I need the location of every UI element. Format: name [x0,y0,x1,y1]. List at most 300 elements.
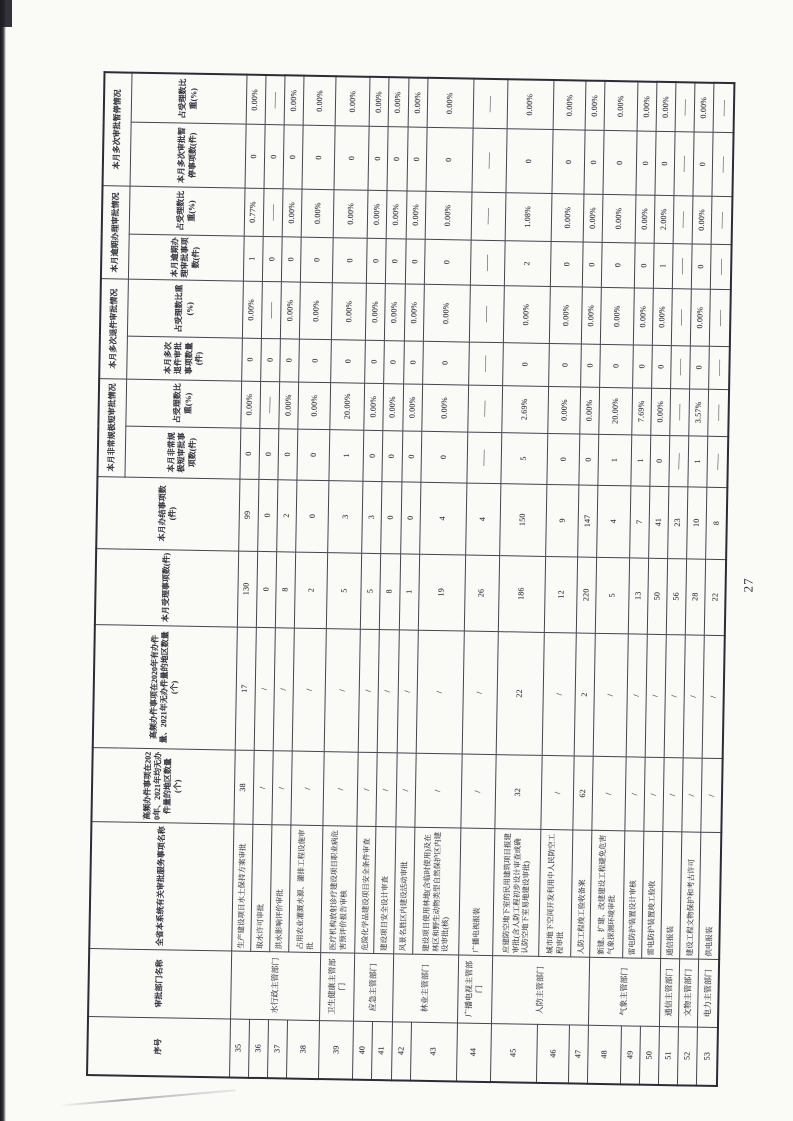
cell-overdue-pct: —— [712,196,733,244]
cell-completed-count: 99 [238,479,258,551]
cell-multi-return-pct: 0.00% [423,285,470,343]
cell-ultrashort-pct: 0.00% [402,383,422,431]
cell-serial-number: 48 [588,1025,621,1084]
cell-overdue-count: 0 [550,241,583,287]
cell-accepted-count: 5 [327,552,362,629]
cell-department: 气象主管部门 [589,957,661,1026]
cell-multi-return-count: 0 [600,344,633,387]
cell-completed-count: 23 [668,486,688,558]
cell-regions-none-both-years: / [701,758,722,832]
cell-completed-count: 10 [687,487,707,559]
cell-ultrashort-pct: 20.00% [599,387,632,435]
cell-completed-count: 4 [597,485,630,557]
cell-pause-pct: 0.00% [369,77,389,127]
cell-regions-none-2021: / [397,630,418,754]
cell-overdue-count: 0 [583,242,603,288]
cell-department: 应急主管部门 [354,953,394,1022]
cell-accepted-count: 186 [498,555,545,632]
header-row-groups [87,72,132,1075]
cell-ultrashort-count: 5 [501,433,548,484]
cell-multi-return-count: —— [671,346,691,389]
cell-serial-number: 41 [372,1021,392,1080]
cell-regions-none-2021: 17 [235,627,256,751]
cell-item-name: 应建防空地下室的民用建筑项目报建审批(含人防工程初步设计审查或确认防空地下室易地建设审批) [493,829,541,956]
header-tracking-group: 本月多次退件审批情况 [99,279,128,379]
cell-multi-return-pct: 0.00% [601,288,634,345]
cell-overdue-count: 0 [424,239,471,285]
cell-serial-number: 35 [229,1019,249,1078]
cell-multi-return-count: 0 [503,343,550,386]
cell-overdue-count: —— [470,240,505,286]
cell-ultrashort-pct: 20.00% [330,382,365,430]
cell-regions-none-2021: / [683,635,704,759]
cell-regions-none-both-years: / [592,757,625,832]
header-tracking-pct: 占受理数比重(%) [127,279,243,338]
cell-item-name: 取水许可审批 [250,825,271,952]
cell-serial-number: 40 [353,1021,373,1080]
cell-overdue-pct: —— [673,196,693,244]
cell-multi-return-count: 0 [280,339,300,382]
cell-serial-number: 38 [287,1020,320,1079]
cell-pause-count: 0 [655,132,675,196]
cell-item-name: 占用农业灌溉水源、灌排工程设施审批 [289,825,323,952]
cell-multi-return-pct: 0.00% [404,284,424,341]
cell-ultrashort-pct: —— [670,388,690,436]
cell-regions-none-both-years: / [272,751,292,825]
cell-overdue-count: 0 [405,239,425,285]
cell-multi-return-pct: 0.00% [549,287,582,344]
cell-completed-count: 147 [578,485,598,557]
cell-serial-number: 45 [490,1023,537,1083]
cell-item-name: 建设项目安全设计审查 [374,827,395,954]
cell-regions-none-2021: / [324,628,360,752]
cell-ultrashort-count: —— [669,436,689,487]
cell-regions-none-2021: 22 [496,631,544,755]
cell-pause-pct: —— [713,83,734,133]
cell-multi-return-pct: —— [671,289,691,346]
cell-accepted-count: 22 [705,559,726,635]
cell-ultrashort-pct: 0.00% [298,382,331,430]
cell-pause-pct: 0.00% [605,81,638,131]
cell-pause-count: 0 [693,132,713,196]
cell-overdue-pct: 2.00% [654,195,674,243]
cell-pause-count: 0 [334,126,369,190]
cell-pause-count: 0 [603,131,636,195]
cell-overdue-pct: —— [471,192,506,240]
cell-department: 水行政主管部门 [230,951,321,1020]
cell-overdue-pct: —— [263,189,283,237]
cell-multi-return-count: 0 [632,345,652,388]
cell-ultrashort-count: 0 [239,428,259,479]
cell-item-name: 供电报装 [699,832,721,959]
cell-accepted-count: 56 [666,558,687,634]
cell-overdue-count: 0 [281,236,301,282]
cell-completed-count: 3 [328,480,363,553]
cell-ultrashort-count: 1 [631,435,651,486]
header-tracking-group: 本月非常规极短审批情况 [97,378,126,477]
cell-regions-none-2021: / [378,629,399,753]
cell-pause-pct: 0.00% [335,76,370,126]
cell-ultrashort-pct: 0.00% [383,383,403,431]
cell-item-name: 雷电防护装置竣工验收 [641,831,662,958]
cell-multi-return-pct: 0.00% [299,282,332,339]
header-accepted-count: 本月受理事项数(件) [95,548,238,626]
cell-pause-count: 0 [302,125,335,189]
cell-ultrashort-pct: —— [708,389,729,437]
cell-accepted-count: 26 [464,555,499,632]
cell-regions-none-2021: / [462,631,498,755]
cell-pause-pct: 0.00% [656,82,676,132]
cell-ultrashort-count: —— [467,432,502,483]
cell-multi-return-count: —— [469,342,504,385]
cell-multi-return-pct: 0.00% [385,284,405,341]
cell-ultrashort-pct: 0.00% [279,381,299,429]
cell-ultrashort-pct: 0.00% [580,387,600,435]
cell-multi-return-count: 0 [690,346,710,389]
cell-overdue-pct: 0.77% [244,188,264,236]
cell-accepted-count: 19 [418,554,465,631]
cell-overdue-count: 0 [367,238,387,284]
cell-serial-number: 39 [319,1020,354,1079]
cell-multi-return-count: 0 [260,338,280,381]
header-regions-none-both-years: 高频办件事项在2020年、2021年均无办件量的地区数量(个) [91,748,234,824]
cell-multi-return-pct: 0.00% [633,288,653,345]
cell-overdue-count: 0 [602,242,635,288]
cell-overdue-count: 0 [634,243,654,289]
cell-overdue-pct: 0.00% [301,189,334,237]
cell-accepted-count: 50 [647,558,668,634]
cell-ultrashort-count: 0 [650,435,670,486]
cell-multi-return-pct: 0.00% [652,289,672,346]
cell-regions-none-2021: / [254,627,275,751]
cell-item-name: 雷电防护装置设计审核 [622,831,643,958]
cell-item-name: 建设项目使用林地(含临时使用)及在林区和野生动物类型自然保护区内建设审批(核) [413,827,461,954]
cell-pause-count: 0 [368,127,388,191]
cell-pause-count: 0 [387,127,407,191]
cell-completed-count: 3 [362,481,382,553]
cell-accepted-count: 2 [294,552,328,629]
cell-ultrashort-count: 0 [259,429,279,480]
cell-accepted-count: 12 [544,556,578,633]
cell-completed-count: 4 [420,482,467,555]
cell-completed-count: 9 [546,484,579,556]
cell-regions-none-both-years: / [323,752,358,827]
cell-serial-number: 43 [410,1022,457,1082]
cell-multi-return-count: 0 [651,345,671,388]
cell-ultrashort-pct: 3.57% [689,388,709,436]
cell-accepted-count: 28 [686,559,707,635]
cell-pause-pct: 0.00% [246,75,266,125]
cell-multi-return-count: 0 [365,340,385,383]
cell-pause-count: 0 [584,130,604,194]
cell-department: 电力主管部门 [698,959,719,1027]
cell-completed-count: 8 [706,487,727,559]
cell-multi-return-pct: 0.00% [242,281,262,338]
cell-pause-count: —— [712,133,733,197]
cell-regions-none-2021: / [358,629,379,753]
cell-item-name: 风景名胜区内建设活动审批 [393,827,414,954]
cell-overdue-pct: 0.00% [387,191,407,239]
cell-overdue-pct: 0.00% [551,194,584,242]
cell-multi-return-count: 0 [403,341,423,384]
cell-completed-count: 0 [257,479,277,551]
cell-regions-none-2021: / [273,627,294,751]
cell-multi-return-pct: —— [469,285,504,342]
cell-completed-count: 7 [629,486,649,558]
cell-overdue-pct: 0.00% [406,191,426,239]
cell-multi-return-count: —— [709,346,730,389]
cell-pause-count: 0 [407,127,427,191]
cell-accepted-count: 1 [399,554,420,630]
cell-serial-number: 36 [248,1019,268,1078]
cell-multi-return-count: 0 [299,339,332,382]
cell-overdue-pct: 0.00% [282,189,302,237]
cell-overdue-pct: 0.00% [333,190,368,238]
cell-overdue-count: 0 [386,238,406,284]
header-tracking-group: 本月逾期办理审批情况 [101,186,130,280]
cell-department: 卫生健康主管部门 [320,952,355,1020]
cell-serial-number: 44 [456,1023,491,1082]
approval-stats-table [86,71,735,1087]
cell-pause-count: 0 [636,131,656,195]
cell-item-name: 洪水影响评价审批 [270,825,291,952]
cell-multi-return-count: 0 [331,340,366,383]
cell-ultrashort-count: 0 [297,429,330,480]
header-item-name: 全省本系统有关审批服务事项名称 [89,822,233,951]
cell-ultrashort-count: 0 [547,434,580,485]
cell-serial-number: 51 [658,1026,678,1085]
cell-accepted-count: 8 [275,551,296,627]
cell-multi-return-pct: 0.00% [366,284,386,341]
cell-ultrashort-pct: 0.00% [364,383,384,431]
cell-multi-return-pct: 0.00% [332,283,367,340]
cell-serial-number: 53 [697,1027,718,1086]
header-regions-none-2021: 高频办件事项在2020年有办件量、2021年无办件量的地区数量(个) [93,624,237,750]
cell-regions-none-both-years: / [253,751,273,825]
cell-accepted-count: 130 [237,551,258,627]
header-tracking-count: 本月逾期办理审批事项数(件) [128,234,244,282]
cell-pause-pct: 0.00% [427,78,474,129]
cell-ultrashort-pct: 2.69% [502,385,549,433]
cell-serial-number: 46 [537,1024,570,1083]
cell-regions-none-both-years: / [291,751,324,826]
cell-accepted-count: 0 [256,551,277,627]
scan-fold-artifact [58,1089,235,1107]
cell-regions-none-both-years: / [396,753,416,827]
cell-pause-pct: —— [473,79,508,129]
cell-multi-return-pct: 0.00% [582,287,602,344]
cell-regions-none-2021: / [416,630,464,754]
cell-serial-number: 47 [569,1025,589,1084]
cell-overdue-count: 0 [262,236,282,282]
cell-accepted-count: 220 [577,557,598,633]
cell-accepted-count: 13 [628,558,649,634]
cell-pause-pct: 0.00% [389,77,409,127]
cell-pause-count: —— [674,132,694,196]
cell-ultrashort-count: —— [707,436,728,487]
cell-multi-return-count: 0 [241,338,261,381]
cell-overdue-pct: 1.08% [505,193,552,241]
header-department: 审批部门名称 [88,948,231,1018]
cell-item-name: 危险化学品建设项目安全条件审查 [355,826,376,953]
cell-pause-pct: 0.00% [408,77,428,127]
cell-ultrashort-count: 0 [382,431,402,482]
cell-ultrashort-pct: 0.00% [240,381,260,429]
header-tracking-count: 本月非常规极短审批事项数(件) [124,426,240,479]
cell-accepted-count: 5 [361,553,382,629]
cell-department: 文物主管部门 [679,959,699,1027]
cell-pause-count: 0 [245,124,265,188]
cell-department: 林业主管部门 [392,954,458,1023]
cell-overdue-pct: 0.00% [367,190,387,238]
header-completed-count: 本月办结事项数(件) [96,476,239,550]
cell-overdue-pct: 0.00% [583,194,603,242]
cell-pause-count: —— [472,128,507,192]
cell-department: 通信主管部门 [659,958,679,1026]
cell-regions-none-both-years: / [625,757,645,831]
cell-completed-count: 4 [466,483,501,556]
cell-regions-none-2021: / [292,628,326,752]
cell-item-name: 新建、扩建、改建建设工程避免危害气象探测环境审批 [590,831,624,958]
cell-item-name: 广播电视报装 [459,828,495,955]
cell-multi-return-pct: 0.00% [691,289,711,346]
cell-ultrashort-pct: 0.00% [422,384,469,432]
cell-pause-pct: 0.00% [694,82,714,132]
cell-serial-number: 49 [620,1026,640,1085]
cell-regions-none-2021: / [626,634,647,758]
cell-ultrashort-count: 0 [579,434,599,485]
cell-pause-pct: 0.00% [303,76,336,126]
cell-multi-return-pct: 0.00% [280,282,300,339]
cell-overdue-pct: 0.00% [635,195,655,243]
cell-ultrashort-count: 0 [421,431,468,482]
cell-completed-count: 41 [648,486,668,558]
scan-corner-artifact [0,0,12,27]
cell-ultrashort-pct: —— [468,385,503,433]
cell-regions-none-both-years: 38 [233,750,253,824]
cell-multi-return-count: 0 [549,343,582,386]
cell-ultrashort-pct: 0.00% [651,388,671,436]
cell-overdue-count: 1 [653,243,673,289]
cell-overdue-pct: 0.00% [603,194,636,242]
cell-item-name: 医疗机构放射诊疗建设项目职业病危害预评价报告审核 [321,826,357,953]
cell-regions-none-both-years: 32 [495,755,542,830]
cell-pause-count: 0 [552,130,585,194]
cell-accepted-count: 8 [380,553,401,629]
cell-multi-return-pct: —— [710,290,731,347]
cell-department: 人防主管部门 [491,955,590,1025]
cell-regions-none-2021: / [645,634,666,758]
cell-ultrashort-count: 0 [278,429,298,480]
header-tracking-count: 本月多次退件审批事项数量(件) [126,336,242,381]
cell-ultrashort-count: 1 [329,430,364,481]
cell-overdue-pct: 0.00% [425,191,472,239]
cell-ultrashort-count: 1 [688,436,708,487]
cell-multi-return-pct: 0.00% [503,286,550,344]
scan-edge-shadow [0,0,6,1121]
rotated-table-container [86,71,765,1087]
cell-regions-none-both-years: / [415,753,462,828]
cell-overdue-count: 2 [504,240,551,286]
cell-pause-count: 0 [283,125,303,189]
cell-ultrashort-pct: 7.69% [631,387,651,435]
header-tracking-count: 本月多次审批暂停事项数(件) [130,122,246,188]
cell-regions-none-both-years: / [663,758,683,832]
header-tracking-pct: 占受理数比重(%) [129,186,245,236]
cell-item-name: 城市地下空间开发利用中人民防空工程审批 [539,830,573,957]
cell-pause-count: 0 [426,128,473,193]
cell-completed-count: 0 [296,480,329,552]
cell-regions-none-both-years: / [461,754,496,829]
cell-completed-count: 150 [500,483,547,556]
cell-overdue-count: 1 [243,236,263,282]
cell-multi-return-count: 0 [422,341,469,384]
cell-serial-number: 42 [391,1022,411,1081]
header-serial: 序号 [87,1016,230,1077]
cell-overdue-count: 0 [300,237,333,283]
cell-overdue-count: —— [711,244,732,290]
cell-regions-none-both-years: / [682,758,702,832]
header-tracking-pct: 占受理数比重(%) [125,379,241,429]
cell-multi-return-count: 0 [384,341,404,384]
cell-ultrashort-count: 1 [598,434,631,485]
cell-overdue-count: —— [672,243,692,289]
cell-regions-none-2021: / [542,632,576,756]
cell-item-name: 生产建设项目水土保持方案审批 [231,824,252,951]
cell-pause-pct: 0.00% [553,80,586,130]
cell-ultrashort-count: 0 [402,431,422,482]
cell-regions-none-both-years: / [541,756,574,831]
cell-pause-count: 0 [506,129,553,194]
header-tracking-group: 本月多次审批暂停情况 [103,72,132,186]
cell-item-name: 建设工程文物保护和考古许可 [680,832,701,959]
cell-regions-none-both-years: / [376,753,396,827]
cell-serial-number: 52 [678,1027,698,1086]
cell-accepted-count: 5 [596,557,630,634]
cell-pause-pct: 0.00% [507,79,554,130]
cell-regions-none-2021: / [703,635,725,759]
cell-ultrashort-pct: —— [260,381,280,429]
header-tracking-pct: 占受理数比重(%) [131,73,247,125]
cell-regions-none-both-years: 62 [573,756,593,830]
cell-completed-count: 0 [400,482,420,554]
cell-pause-pct: 0.00% [637,81,657,131]
cell-overdue-count: 0 [692,244,712,290]
cell-pause-pct: —— [675,82,695,132]
cell-pause-pct: 0.00% [585,81,605,131]
cell-item-name: 通信报装 [661,832,682,959]
cell-multi-return-pct: —— [261,282,281,339]
cell-ultrashort-pct: 0.00% [548,386,581,434]
cell-overdue-pct: 0.00% [692,196,712,244]
cell-regions-none-2021: 2 [574,633,595,757]
cell-pause-pct: —— [265,75,285,125]
cell-regions-none-2021: / [594,633,628,757]
page-number: 27 [740,577,756,593]
cell-serial-number: 37 [267,1019,287,1078]
cell-overdue-count: 0 [333,237,368,283]
cell-department: 广播电视主管部门 [457,955,492,1023]
cell-regions-none-2021: / [664,634,685,758]
cell-pause-pct: 0.00% [284,75,304,125]
cell-item-name: 人防工程竣工验收备案 [571,830,592,957]
cell-completed-count: 0 [381,481,401,553]
cell-serial-number: 50 [639,1026,659,1085]
cell-multi-return-count: 0 [581,344,601,387]
cell-regions-none-both-years: / [357,752,377,826]
cell-regions-none-both-years: / [644,757,664,831]
cell-ultrashort-count: 0 [363,430,383,481]
